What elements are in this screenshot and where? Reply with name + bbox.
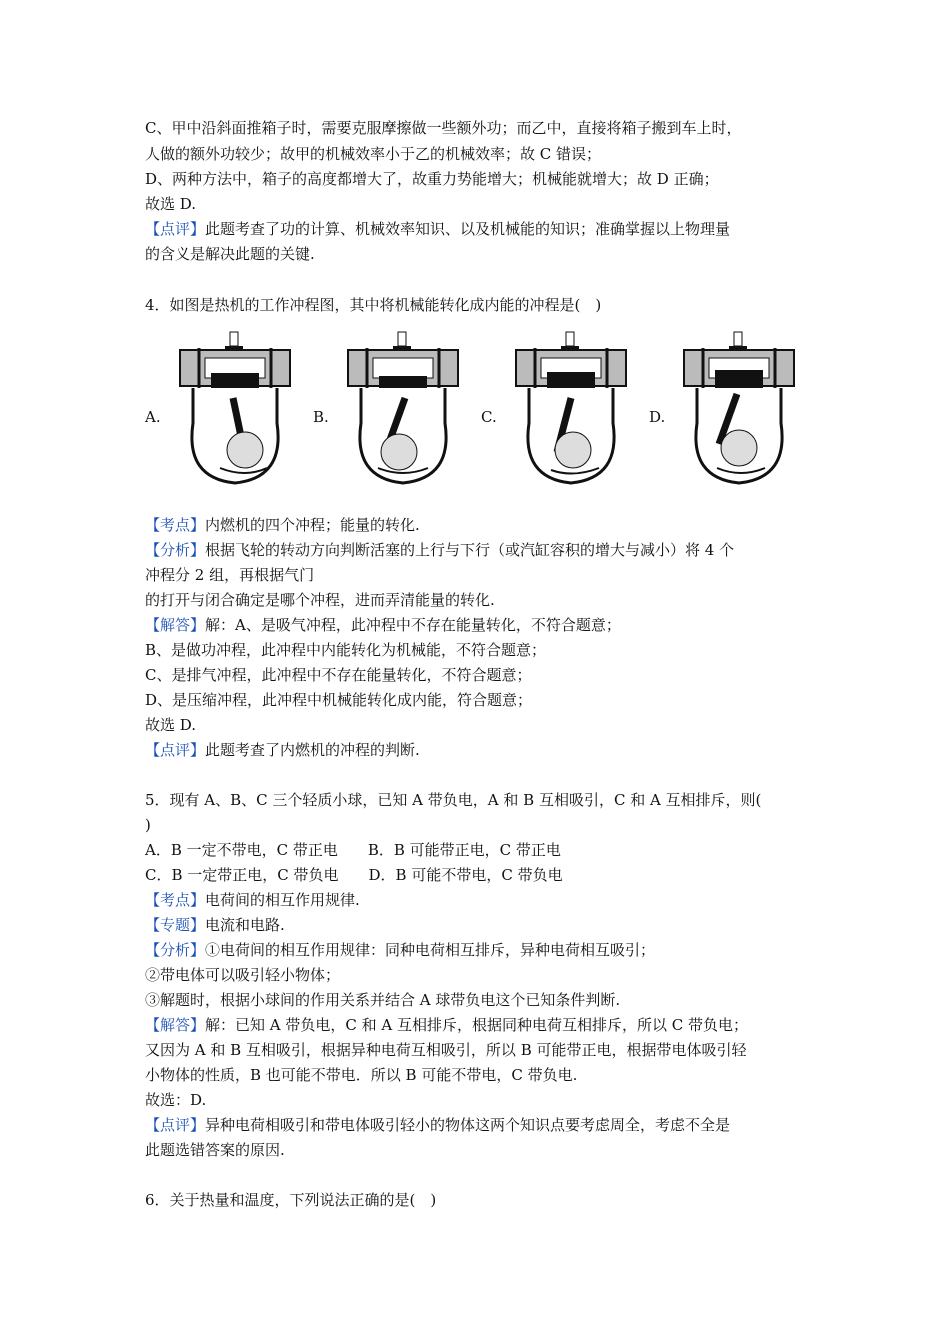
engine-diagram-icon — [511, 328, 631, 488]
text-line: ) — [145, 816, 151, 834]
jieda-tag: 【解答】 — [145, 616, 206, 634]
text-line: C、甲中沿斜面推箱子时，需要克服摩擦做一些额外功；而乙中，直接将箱子搬到车上时， — [145, 119, 742, 137]
fenxi-text: ①电荷间的相互作用规律：同种电荷相互排斥，异种电荷相互吸引； — [205, 941, 656, 959]
engine-diagram-icon — [343, 328, 463, 488]
engine-option-a — [145, 328, 310, 498]
question-6: 6．关于热量和温度，下列说法正确的是( ) — [145, 1191, 437, 1209]
fenxi-tag: 【分析】 — [145, 941, 206, 959]
review-tag: 【点评】 — [145, 741, 206, 759]
text-line: 又因为 A 和 B 互相吸引，根据异种电荷互相吸引，所以 B 可能带正电，根据带电体吸引轻 — [145, 1041, 747, 1059]
engine-option-b — [313, 328, 478, 498]
review-text: 此题考查了内燃机的冲程的判断. — [205, 741, 420, 759]
review-tag: 【点评】 — [145, 1116, 206, 1134]
text-line: ②带电体可以吸引轻小物体； — [145, 966, 341, 984]
text-line: 故选 D. — [145, 716, 197, 734]
fenxi-tag: 【分析】 — [145, 541, 206, 559]
review-line — [145, 740, 420, 760]
question-4: 4．如图是热机的工作冲程图，其中将机械能转化成内能的冲程是( ) — [145, 296, 602, 314]
engine-diagram-icon — [175, 328, 295, 488]
text-line: 的打开与闭合确定是哪个冲程，进而弄清能量的转化. — [145, 591, 495, 609]
kaodian-text: 电荷间的相互作用规律. — [205, 891, 360, 909]
fenxi-text: 根据飞轮的转动方向判断活塞的上行与下行（或汽缸容积的增大与减小）将 4 个 — [205, 541, 735, 559]
kaodian-line — [145, 890, 360, 910]
zhuanti-tag: 【专题】 — [145, 916, 206, 934]
option-line: A．B 一定不带电，C 带正电 B．B 可能带正电，C 带正电 — [145, 841, 561, 859]
review-line — [145, 219, 730, 239]
option-line: C．B 一定带正电，C 带负电 D．B 可能不带电，C 带负电 — [145, 866, 563, 884]
jieda-tag: 【解答】 — [145, 1016, 206, 1034]
text-line: 故选：D. — [145, 1091, 207, 1109]
text-line: 故选 D. — [145, 195, 197, 213]
text-line: B、是做功冲程，此冲程中内能转化为机械能，不符合题意； — [145, 641, 547, 659]
option-label: C. — [481, 408, 497, 426]
text-line: 小物体的性质，B 也可能不带电．所以 B 可能不带电，C 带负电. — [145, 1066, 578, 1084]
fenxi-line — [145, 940, 655, 960]
engine-diagram-icon — [679, 328, 799, 488]
text-line: D、两种方法中，箱子的高度都增大了，故重力势能增大；机械能就增大；故 D 正确； — [145, 170, 719, 188]
review-tag: 【点评】 — [145, 220, 206, 238]
review-text: 此题考查了功的计算、机械效率知识、以及机械能的知识；准确掌握以上物理量 — [205, 220, 731, 238]
kaodian-line — [145, 515, 420, 535]
text-line: 的含义是解决此题的关键. — [145, 245, 315, 263]
text-line: 冲程分 2 组，再根据气门 — [145, 566, 315, 584]
option-label: D. — [649, 408, 666, 426]
review-line — [145, 1115, 730, 1135]
engine-option-d — [649, 328, 814, 498]
kaodian-tag: 【考点】 — [145, 891, 206, 909]
review-text: 异种电荷相吸引和带电体吸引轻小的物体这两个知识点要考虑周全，考虑不全是 — [205, 1116, 731, 1134]
text-line: ③解题时，根据小球间的作用关系并结合 A 球带负电这个已知条件判断. — [145, 991, 621, 1009]
text-line: 此题选错答案的原因. — [145, 1141, 285, 1159]
text-line: D、是压缩冲程，此冲程中机械能转化成内能，符合题意； — [145, 691, 533, 709]
text-line: C、是排气冲程，此冲程中不存在能量转化，不符合题意； — [145, 666, 532, 684]
engine-option-c — [481, 328, 646, 498]
fenxi-line — [145, 540, 734, 560]
option-label: A. — [145, 408, 161, 426]
kaodian-tag: 【考点】 — [145, 516, 206, 534]
jieda-line — [145, 1015, 748, 1035]
kaodian-text: 内燃机的四个冲程；能量的转化. — [205, 516, 420, 534]
jieda-text: 解：已知 A 带负电，C 和 A 互相排斥，根据同种电荷互相排斥，所以 C 带负电； — [205, 1016, 749, 1034]
option-label: B. — [313, 408, 329, 426]
text-line: 人做的额外功较少；故甲的机械效率小于乙的机械效率；故 C 错误； — [145, 145, 602, 163]
jieda-line — [145, 615, 621, 635]
jieda-text: 解：A、是吸气冲程，此冲程中不存在能量转化，不符合题意； — [205, 616, 621, 634]
zhuanti-text: 电流和电路. — [205, 916, 285, 934]
engine-diagrams — [145, 328, 825, 498]
zhuanti-line — [145, 915, 285, 935]
question-5: 5．现有 A、B、C 三个轻质小球，已知 A 带负电，A 和 B 互相吸引，C 和 A 互相排斥，则( — [145, 791, 762, 809]
